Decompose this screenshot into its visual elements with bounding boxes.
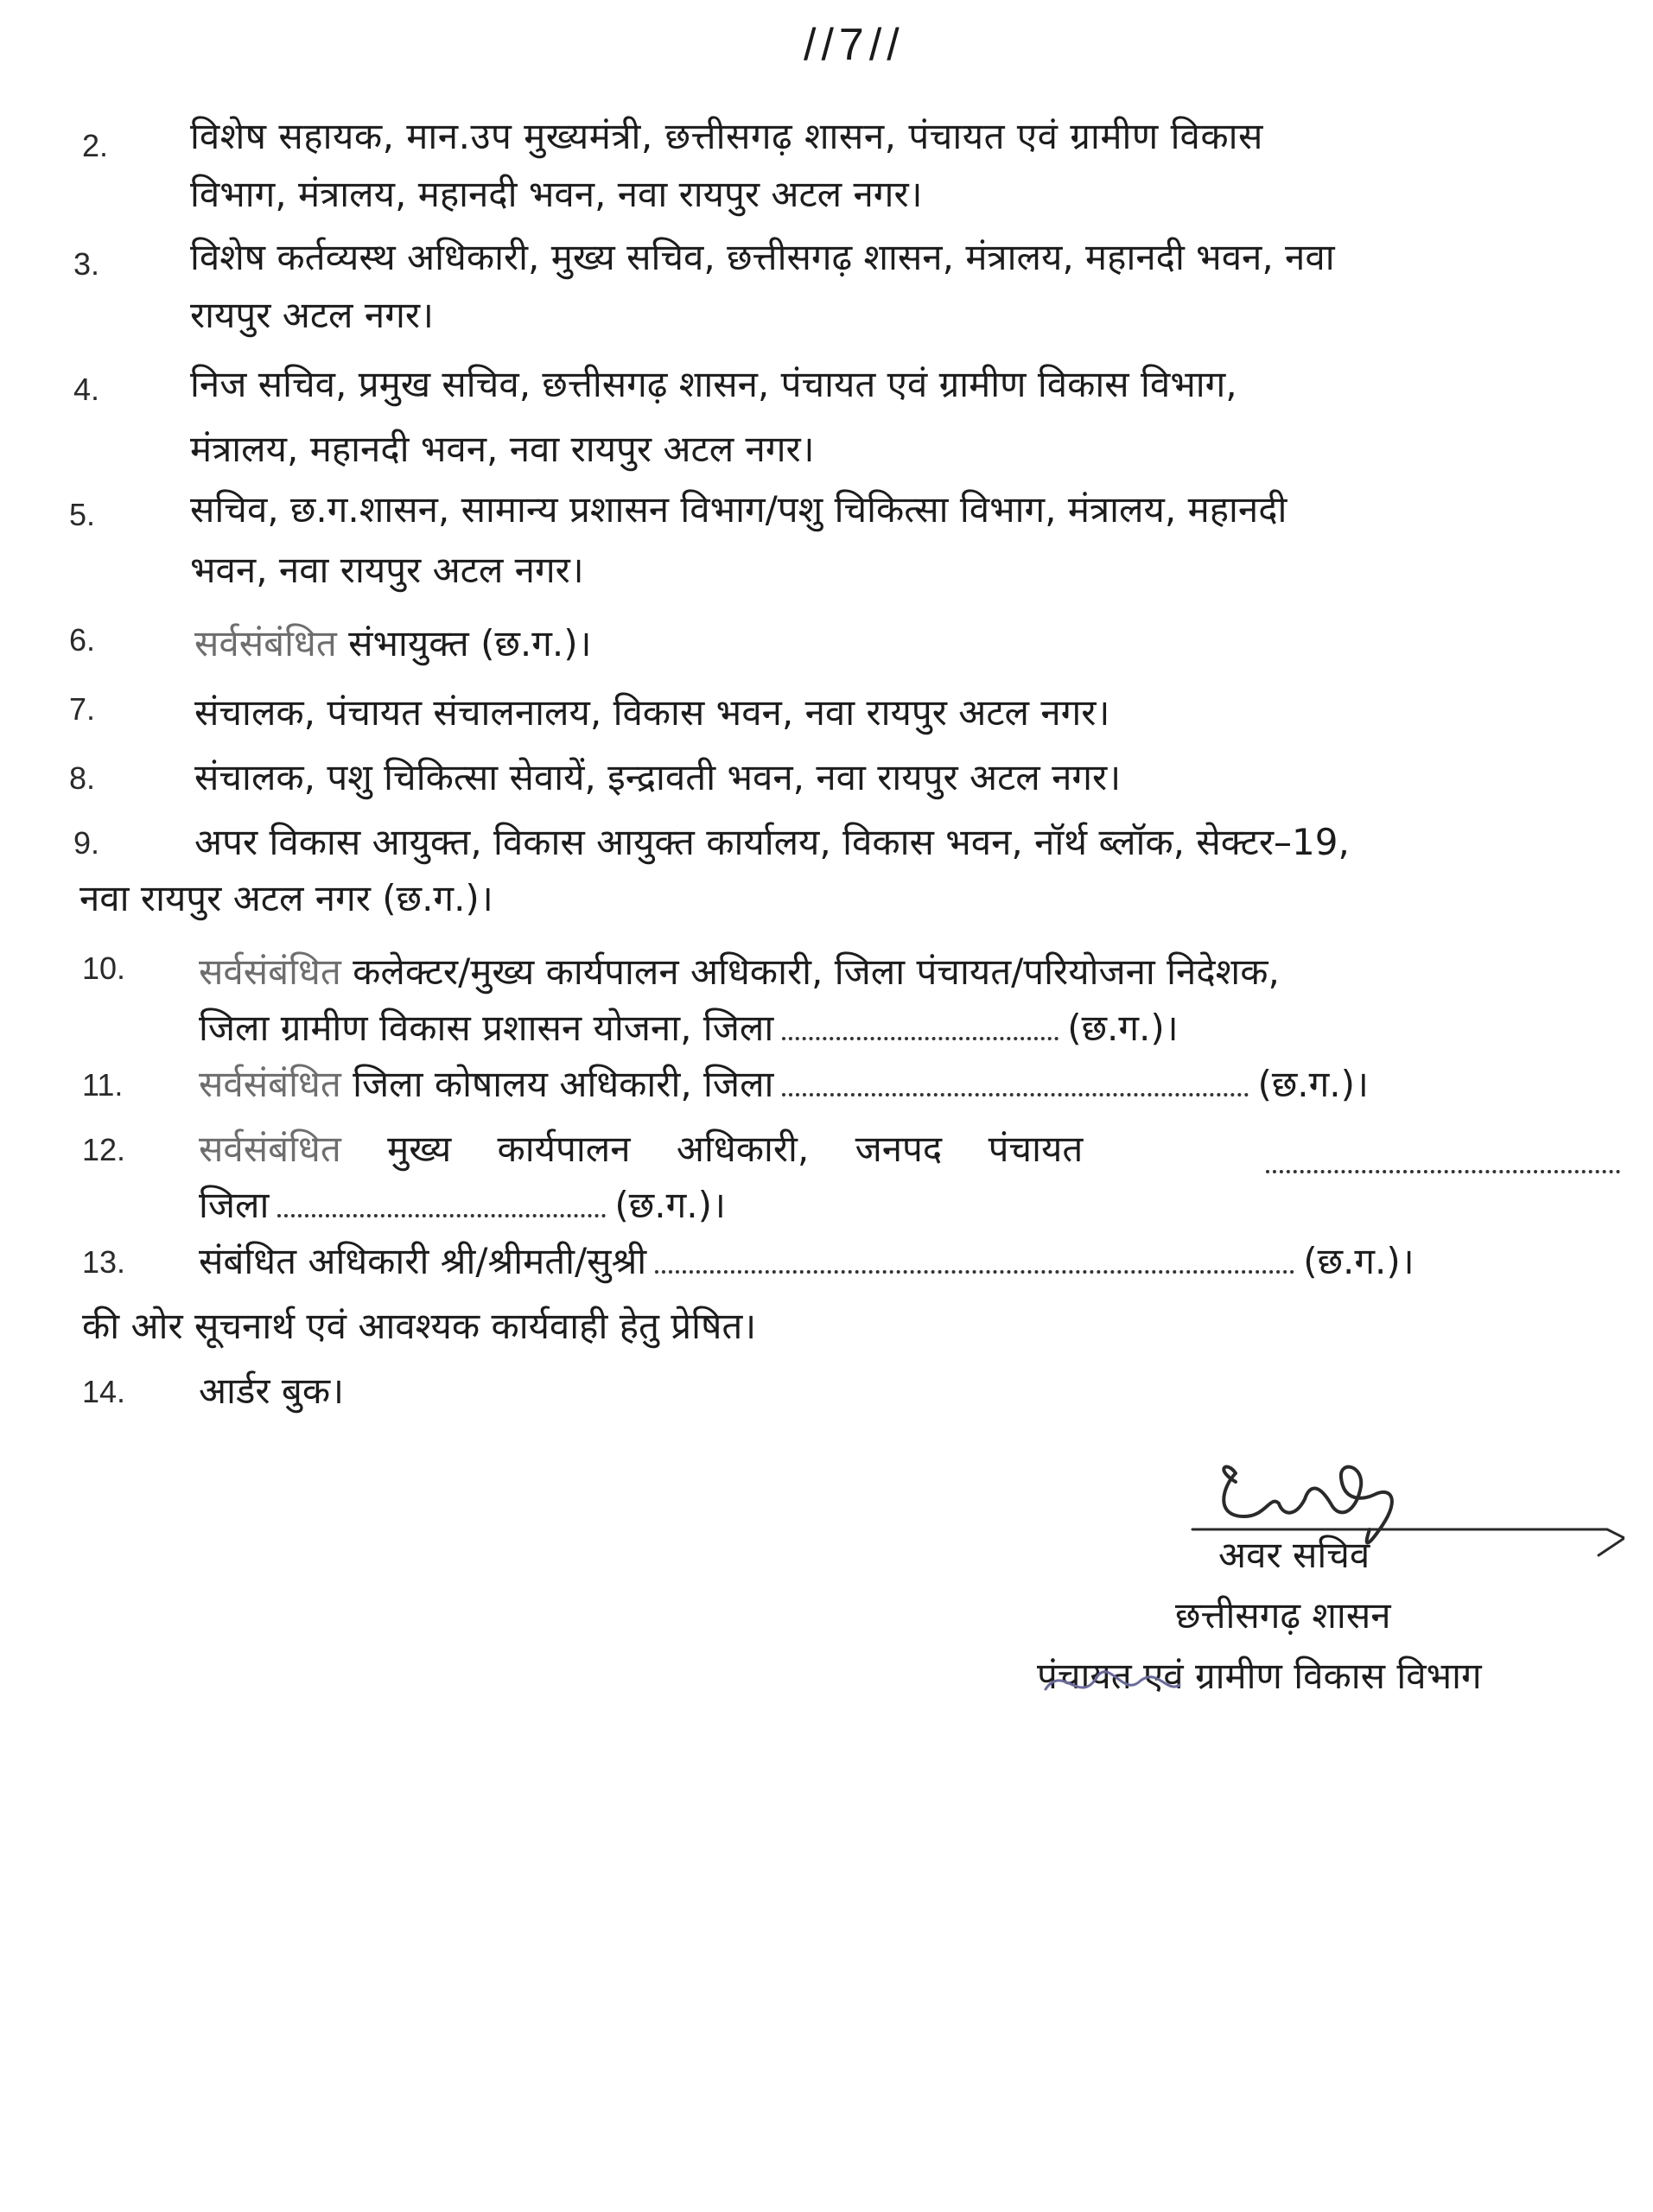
item-line: सर्वसंबंधित जिला कोषालय अधिकारी, जिला (छ.ग.)। xyxy=(199,1063,1369,1105)
item-line: आर्डर बुक। xyxy=(199,1370,345,1412)
grey-label: सर्वसंबंधित xyxy=(199,1063,341,1105)
item-line: भवन, नवा रायपुर अटल नगर। xyxy=(190,549,584,591)
item-line: विशेष सहायक, मान.उप मुख्यमंत्री, छत्तीसगढ़ शासन, पंचायत एवं ग्रामीण विकास xyxy=(190,115,1263,157)
item-number: 7. xyxy=(69,691,96,727)
item-line: सर्वसंबंधित संभायुक्त (छ.ग.)। xyxy=(194,622,592,664)
item-number: 14. xyxy=(82,1374,126,1409)
item-line: सर्वसंबंधित मुख्य कार्यपालन अधिकारी, जनपद पंचायत xyxy=(199,1128,1084,1170)
page-number: //7// xyxy=(804,20,905,70)
item-line: जिला (छ.ग.)। xyxy=(199,1184,726,1226)
item-number: 3. xyxy=(73,246,100,282)
signatory-designation: अवर सचिव xyxy=(1218,1534,1370,1576)
item-line: अपर विकास आयुक्त, विकास आयुक्त कार्यालय, विकास भवन, नॉर्थ ब्लॉक, सेक्टर–19, xyxy=(194,821,1350,863)
signature-block xyxy=(1020,1434,1624,1711)
grey-label: सर्वसंबंधित xyxy=(199,950,341,993)
item-line: मंत्रालय, महानदी भवन, नवा रायपुर अटल नगर। xyxy=(190,428,815,470)
blank-dotted-line xyxy=(277,1209,606,1217)
item-number: 6. xyxy=(69,622,96,658)
item-number: 4. xyxy=(73,372,100,407)
grey-label: सर्वसंबंधित xyxy=(199,1128,341,1170)
item-line: संचालक, पशु चिकित्सा सेवायें, इन्द्रावती भवन, नवा रायपुर अटल नगर। xyxy=(194,756,1122,798)
signatory-department: पंचायत एवं ग्रामीण विकास विभाग xyxy=(1037,1655,1482,1697)
stamp-scribble xyxy=(1028,1646,1253,1715)
item-line: रायपुर अटल नगर। xyxy=(190,294,434,336)
item-line: विभाग, मंत्रालय, महानदी भवन, नवा रायपुर अटल नगर। xyxy=(190,173,923,215)
blank-dotted-line xyxy=(655,1265,1294,1274)
item-line: सचिव, छ.ग.शासन, सामान्य प्रशासन विभाग/पशु चिकित्सा विभाग, मंत्रालय, महानदी xyxy=(190,488,1287,531)
item-number: 9. xyxy=(73,825,100,861)
item-line: संचालक, पंचायत संचालनालय, विकास भवन, नवा रायपुर अटल नगर। xyxy=(194,691,1110,734)
item-line: जिला ग्रामीण विकास प्रशासन योजना, जिला (छ.ग.)। xyxy=(199,1007,1179,1049)
item-line: सर्वसंबंधित कलेक्टर/मुख्य कार्यपालन अधिकारी, जिला पंचायत/परियोजना निदेशक, xyxy=(199,950,1280,993)
item-number: 13. xyxy=(82,1244,126,1280)
item-line: संबंधित अधिकारी श्री/श्रीमती/सुश्री (छ.ग.)। xyxy=(199,1240,1415,1282)
item-number: 11. xyxy=(82,1067,124,1103)
blank-dotted-line xyxy=(782,1088,1249,1096)
item-number: 10. xyxy=(82,950,126,986)
signatory-office: छत्तीसगढ़ शासन xyxy=(1175,1594,1391,1637)
grey-label: सर्वसंबंधित xyxy=(194,622,337,664)
item-number: 5. xyxy=(69,497,96,532)
item-number: 2. xyxy=(82,128,109,163)
item-line: नवा रायपुर अटल नगर (छ.ग.)। xyxy=(79,877,493,919)
item-number: 8. xyxy=(69,760,96,796)
item-line: निज सचिव, प्रमुख सचिव, छत्तीसगढ़ शासन, पंचायत एवं ग्रामीण विकास विभाग, xyxy=(190,363,1237,405)
blank-dotted-line xyxy=(782,1032,1059,1040)
item-line: विशेष कर्तव्यस्थ अधिकारी, मुख्य सचिव, छत्तीसगढ़ शासन, मंत्रालय, महानदी भवन, नवा xyxy=(190,236,1335,278)
blank-dotted-line xyxy=(1266,1165,1620,1173)
item-number: 12. xyxy=(82,1132,126,1167)
closing-line: की ओर सूचनार्थ एवं आवश्यक कार्यवाही हेतु प्रेषित। xyxy=(82,1305,757,1347)
